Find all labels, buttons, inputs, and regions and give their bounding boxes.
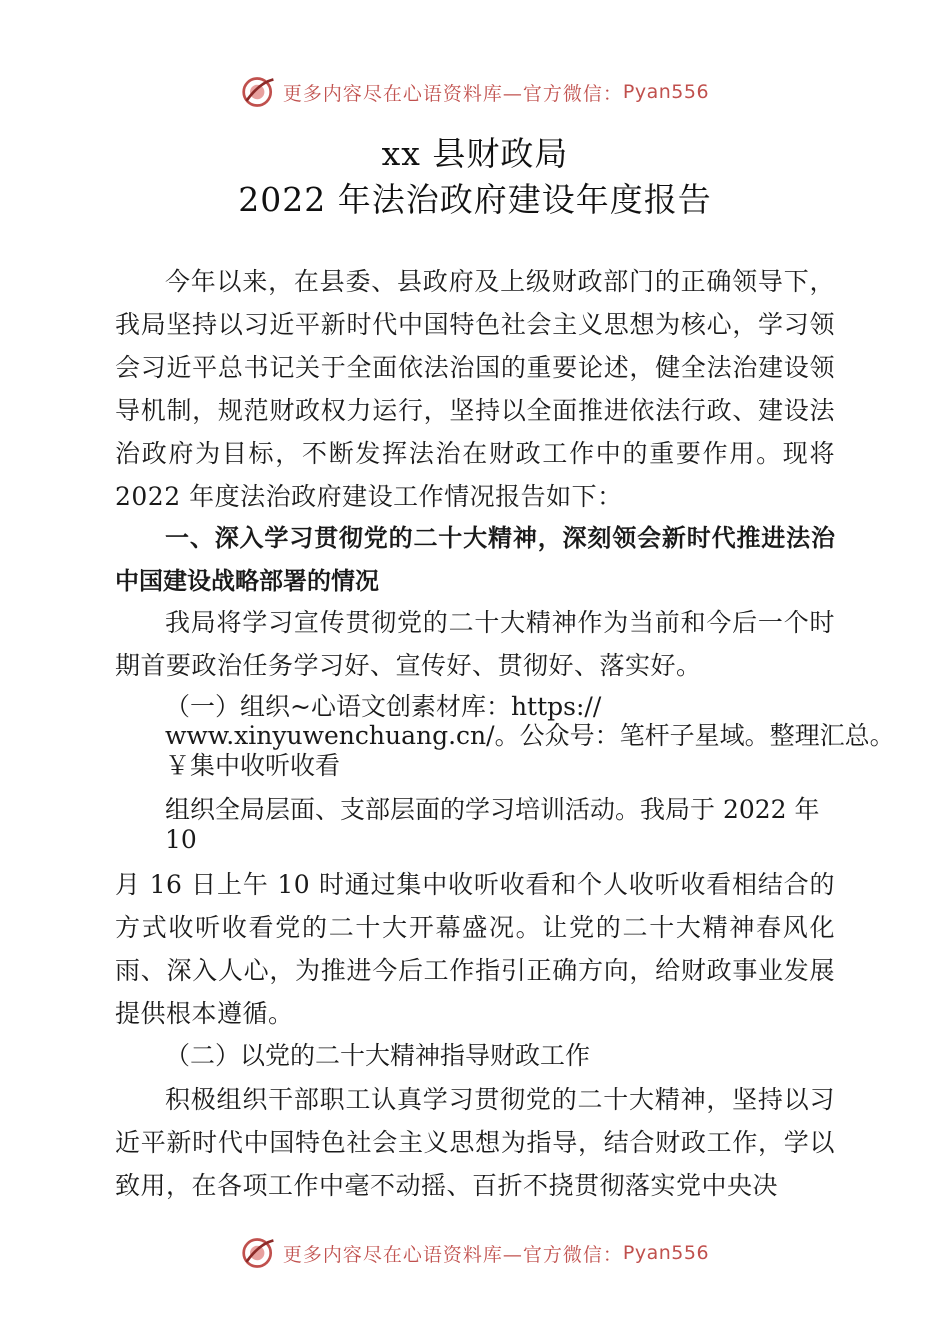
intro-paragraph: 今年以来，在县委、县政府及上级财政部门的正确领导下，我局坚持以习近平新时代中国特色社会主义思想为核心，学习领会习近平总书记关于全面依法治国的重要论述，健全法治建设领导机制，规范财政权力运行，坚持以全面推进依法行政、建设法治政府为目标，不断发挥法治在财政工作中的重要作用。现将 2022 年度法治政府建设工作情况报告如下： (115, 267, 835, 511)
banner-wechat-id: Pyan556 (622, 81, 710, 103)
sub1-line1: （一）组织~心语文创素材库：https:// (165, 692, 602, 721)
para-a-line2: 10 (165, 825, 197, 854)
para-a-line1: 组织全局层面、支部层面的学习培训活动。我局于 2022 年 (165, 795, 820, 824)
circle-face-logo-icon (241, 74, 277, 110)
doc-title-line1: xx 县财政局 (381, 134, 569, 173)
banner-text: 更多内容尽在心语资料库—官方微信： (282, 82, 623, 105)
para-b-body: 积极组织干部职工认真学习贯彻党的二十大精神，坚持以习近平新时代中国特色社会主义思想为指导，结合财政工作，学以致用，在各项工作中毫不动摇、百折不挠贯彻落实党中央决 (115, 1085, 835, 1200)
section1-heading: 一、深入学习贯彻党的二十大精神，深刻领会新时代推进法治中国建设战略部署的情况 (115, 524, 835, 595)
section1-body: 我局将学习宣传贯彻党的二十大精神作为当前和今后一个时期首要政治任务学习好、宣传好、贯彻好、落实好。 (115, 608, 835, 680)
footer-banner (0, 1233, 950, 1273)
header-banner (0, 72, 950, 112)
doc-title-line2: 2022 年法治政府建设年度报告 (238, 180, 712, 219)
circle-face-logo-icon (241, 1235, 277, 1271)
banner-text: 更多内容尽在心语资料库—官方微信： (282, 1243, 623, 1266)
sub1-line3: ￥集中收听收看 (165, 751, 341, 780)
para-a-body: 月 16 日上午 10 时通过集中收听收看和个人收听收看相结合的方式收听收看党的二十大开幕盛况。让党的二十大精神春风化雨、深入人心，为推进今后工作指引正确方向，给财政事业发展提供根本遵循。 (115, 870, 835, 1028)
banner-wechat-id: Pyan556 (622, 1242, 710, 1264)
sub2-heading: （二）以党的二十大精神指导财政工作 (165, 1041, 591, 1070)
sub1-line2: www.xinyuwenchuang.cn/。公众号：笔杆子星域。整理汇总。 (165, 721, 895, 750)
